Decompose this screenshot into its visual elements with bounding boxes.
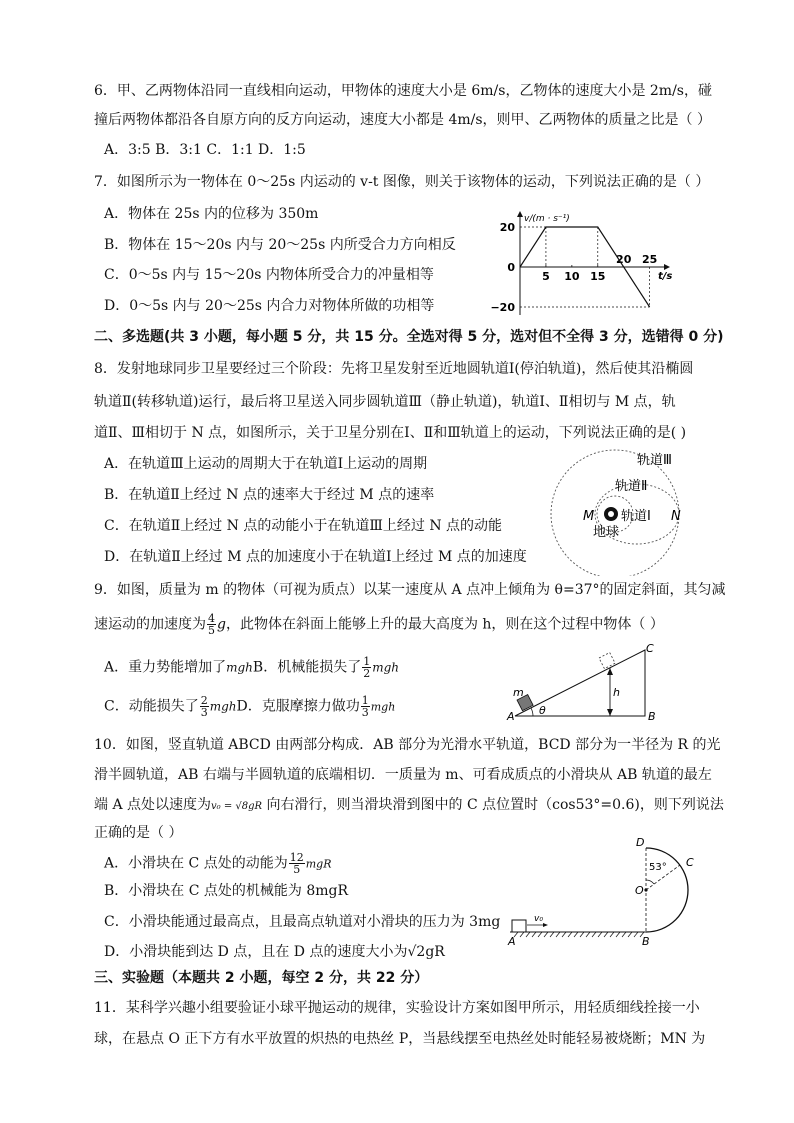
q9-line2-text-c: ，此物体在斜面上能够上升的最大高度为 h，则在这个过程中物体（ ） xyxy=(225,616,664,633)
orbit-3-label: 轨道Ⅲ xyxy=(637,453,672,468)
x-tick-label: 25 xyxy=(641,253,658,266)
center-o-dot xyxy=(644,888,647,891)
vt-chart xyxy=(490,192,680,322)
q9-option-d-den: 3 xyxy=(361,706,369,719)
ground-hatch xyxy=(514,932,644,937)
x-tick-label: 5 xyxy=(542,270,550,283)
q10-option-c: C．小滑块能通过最高点，且最高点轨道对小滑块的压力为 3mg xyxy=(104,914,501,930)
q9-option-b-num: 1 xyxy=(363,655,371,668)
q9-g: g xyxy=(217,616,226,633)
q11-line2: 球，在悬点 O 正下方有水平放置的炽热的电热丝 P，当悬线摆至电热丝处时能轻易被烧断；MN 为 xyxy=(94,1031,706,1047)
label-d: D xyxy=(636,836,645,849)
q10-v0-formula: v₀ = √8gR xyxy=(211,801,263,812)
q9-option-c-den: 3 xyxy=(200,706,208,719)
q8-line1: 8．发射地球同步卫星要经过三个阶段：先将卫星发射至近地圆轨道Ⅰ(停泊轨道)，然后使其沿椭圆 xyxy=(94,361,694,377)
x-tick-label: 20 xyxy=(616,253,632,266)
incline-triangle xyxy=(515,650,645,716)
q10-option-a-val: mgR xyxy=(305,857,332,871)
q6-line1: 6．甲、乙两物体沿同一直线相向运动，甲物体的速度大小是 6m/s，乙物体的速度大小是 2m/s，碰 xyxy=(94,83,712,99)
y-axis-arrow-icon xyxy=(517,211,523,217)
label-m: m xyxy=(513,686,524,699)
x-axis-arrow-icon xyxy=(664,264,670,270)
q10-line3-text-b: 向右滑行，则当滑块滑到图中的 C 点位置时（cos53°=0.6)，则下列说法 xyxy=(262,797,724,813)
q10-option-a-frac xyxy=(289,852,305,875)
q10-option-a-row xyxy=(104,852,332,875)
q9-option-a: A．重力势能增加了 xyxy=(104,659,227,676)
semicircle-track xyxy=(646,848,688,932)
q9-option-d-num: 1 xyxy=(361,694,369,707)
label-theta: θ xyxy=(539,704,546,717)
q9-options-ab xyxy=(104,656,399,679)
v0-arrow-icon xyxy=(543,923,548,927)
q9-fraction-num: 4 xyxy=(208,612,215,625)
q8-line3: 道Ⅱ、Ⅲ相切于 N 点，如图所示，关于卫星分别在Ⅰ、Ⅱ和Ⅲ轨道上的运动，下列说法正确的是( ) xyxy=(94,425,687,441)
q9-line2-text-a: 速运动的加速度为 xyxy=(94,616,206,633)
q7-option-b: B．物体在 15～20s 内与 20～25s 内所受合力方向相反 xyxy=(104,237,456,253)
label-c: C xyxy=(686,856,694,869)
q7-option-c: C．0～5s 内与 15～20s 内物体所受合力的冲量相等 xyxy=(104,267,434,283)
orbit-1-label: 轨道Ⅰ xyxy=(621,509,651,524)
q9-option-b-val: mgh xyxy=(372,660,400,675)
q9-option-c-val: mgh xyxy=(209,699,237,714)
label-c: C xyxy=(646,642,654,655)
y-tick-label: −20 xyxy=(490,301,515,314)
q10-line3-text-a: 端 A 点处以速度为 xyxy=(94,797,212,813)
q9-option-c: C．动能损失了 xyxy=(104,698,199,715)
q8-line2: 轨道Ⅱ(转移轨道)运行，最后将卫星送入同步圆轨道Ⅲ（静止轨道)，轨道Ⅰ、Ⅱ相切与 M 点，轨 xyxy=(94,394,676,410)
q9-fraction xyxy=(207,613,216,636)
q9-option-b: B．机械能损失了 xyxy=(252,659,362,676)
q9-option-d: D．克服摩擦力做功 xyxy=(236,698,360,715)
q9-line2 xyxy=(94,613,664,636)
angle-arc xyxy=(646,880,654,884)
q10-line4: 正确的是（ ） xyxy=(94,825,183,841)
height-arrow-down-icon xyxy=(607,709,613,716)
q10-option-b: B．小滑块在 C 点处的机械能为 8mgR xyxy=(104,883,349,899)
q8-option-d: D．在轨道Ⅱ上经过 M 点的加速度小于在轨道Ⅰ上经过 M 点的加速度 xyxy=(104,549,527,565)
q9-option-c-frac xyxy=(200,695,209,718)
label-o: O xyxy=(635,884,644,897)
label-v0: v₀ xyxy=(534,914,543,924)
q9-option-d-val: mgh xyxy=(370,700,396,714)
q8-option-a: A．在轨道Ⅲ上运动的周期大于在轨道Ⅰ上运动的周期 xyxy=(104,456,428,472)
track-diagram xyxy=(500,832,710,948)
q8-option-c: C．在轨道Ⅱ上经过 N 点的动能小于在轨道Ⅲ上经过 N 点的动能 xyxy=(104,518,503,534)
q10-option-d: D．小滑块能到达 D 点，且在 D 点的速度大小为 xyxy=(104,944,408,960)
x-tick-label: 15 xyxy=(590,270,606,283)
q7-stem: 7．如图所示为一物体在 0～25s 内运动的 v-t 图像，则关于该物体的运动，下列说法正确的是（ ） xyxy=(94,174,710,190)
q9-option-d-frac xyxy=(361,695,370,718)
q10-option-a-den: 5 xyxy=(293,863,301,876)
earth-highlight-icon xyxy=(608,511,614,517)
theta-arc xyxy=(531,708,533,716)
q6-line2: 撞后两物体都沿各自原方向的反方向运动，速度大小都是 4m/s，则甲、乙两物体的质量之比是（ ） xyxy=(94,112,711,128)
q9-option-b-den: 2 xyxy=(363,667,371,680)
q9-options-cd xyxy=(104,695,395,718)
section3-heading: 三、实验题（本题共 2 小题，每空 2 分，共 22 分） xyxy=(94,970,429,986)
q10-option-a-num: 12 xyxy=(289,851,304,864)
earth-label: 地球 xyxy=(593,525,620,540)
x-tick-label: 10 xyxy=(564,270,580,283)
q10-line3 xyxy=(94,795,724,817)
q9-line1: 9．如图，质量为 m 的物体（可视为质点）以某一速度从 A 点冲上倾角为 θ=37°的固定斜面，其匀减 xyxy=(94,582,726,598)
point-m-label: M xyxy=(583,509,595,524)
q9-option-a-val: mgh xyxy=(226,660,253,675)
q10-option-a: A．小滑块在 C 点处的动能为 xyxy=(104,855,288,872)
q7-option-d: D．0～5s 内与 20～25s 内合力对物体所做的功相等 xyxy=(104,298,435,314)
q10-option-d-val: √2gR xyxy=(407,944,445,960)
section2-heading: 二、多选题(共 3 小题，每小题 5 分，共 15 分。全选对得 5 分，选对但不全得 3 分，选错得 0 分) xyxy=(94,329,724,345)
orbit-2-label: 轨道Ⅱ xyxy=(615,479,648,494)
label-angle: 53° xyxy=(649,862,667,873)
q9-option-b-frac xyxy=(362,656,371,679)
q8-option-b: B．在轨道Ⅱ上经过 N 点的速率大于经过 M 点的速率 xyxy=(104,487,435,503)
label-b: B xyxy=(648,710,656,722)
q10-line1: 10．如图，竖直轨道 ABCD 由两部分构成．AB 部分为光滑水平轨道，BCD 部分为一半径为 R 的光 xyxy=(94,737,721,753)
q10-line2: 滑半圆轨道，AB 右端与半圆轨道的底端相切．一质量为 m、可看成质点的小滑块从 AB 轨道的最左 xyxy=(94,767,712,783)
q6-options: A．3:5 B．3:1 C．1:1 D．1:5 xyxy=(104,142,306,158)
incline-diagram xyxy=(505,640,670,722)
x-axis-label: t/s xyxy=(658,271,673,282)
y-tick-label: 20 xyxy=(499,221,515,234)
y-axis-label: v/(m · s⁻¹) xyxy=(524,214,570,224)
q11-line1: 11．某科学兴趣小组要验证小球平抛运动的规律，实验设计方案如图甲所示，用轻质细线拴接一小 xyxy=(94,1000,700,1016)
q7-option-a: A．物体在 25s 内的位移为 350m xyxy=(104,206,319,222)
y-tick-label: 0 xyxy=(507,261,515,274)
q9-fraction-den: 5 xyxy=(208,624,215,637)
q9-option-c-num: 2 xyxy=(200,694,208,707)
q10-option-d-row xyxy=(104,942,445,962)
slider-block xyxy=(512,920,526,932)
point-n-label: N xyxy=(671,509,681,524)
label-b: B xyxy=(642,935,650,948)
label-h: h xyxy=(613,686,620,699)
orbit-diagram xyxy=(545,436,715,576)
label-a: A xyxy=(507,710,515,722)
label-a: A xyxy=(508,935,516,948)
